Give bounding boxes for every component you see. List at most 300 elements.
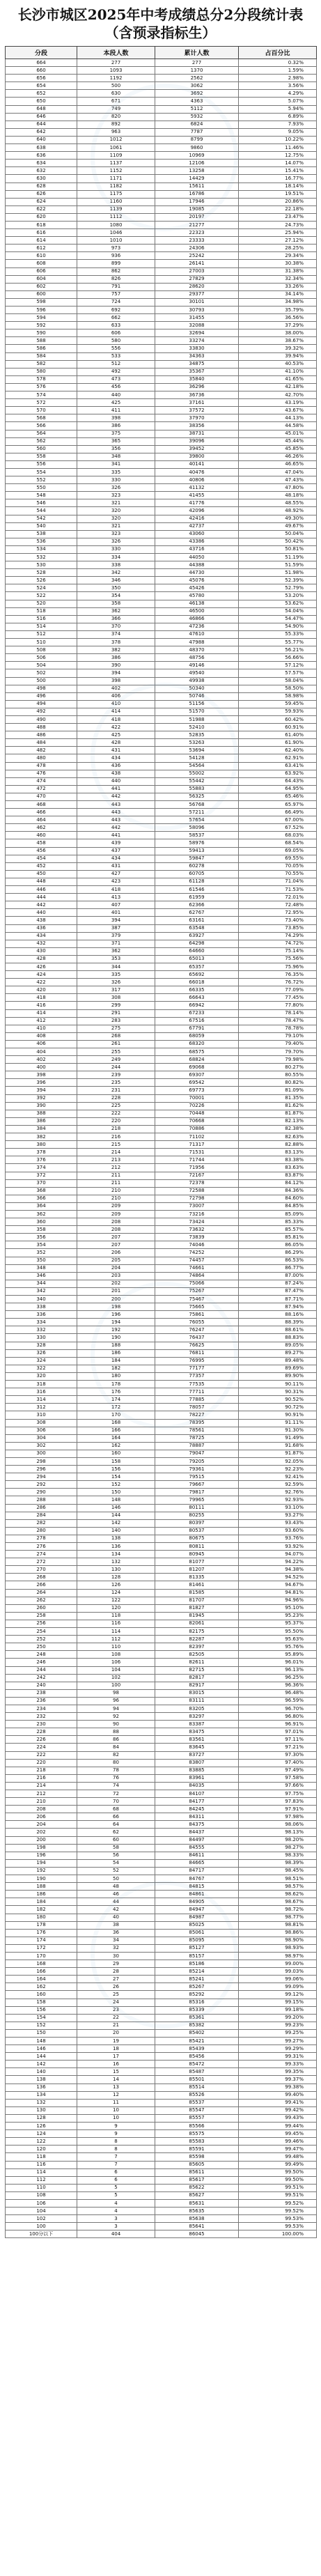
cell-percentage: 48.18% — [239, 492, 317, 499]
cell-score-band: 574 — [6, 391, 77, 399]
cell-score-band: 266 — [6, 1581, 77, 1589]
table-row — [6, 2099, 317, 2106]
cell-percentage: 98.81% — [239, 1921, 317, 1929]
cell-percentage: 93.10% — [239, 1504, 317, 1512]
table-row — [6, 1404, 317, 1411]
cell-percentage: 99.53% — [239, 2223, 317, 2230]
cell-cumulative-count: 38356 — [155, 422, 239, 430]
cell-score-band: 310 — [6, 1411, 77, 1419]
cell-cumulative-count: 60278 — [155, 862, 239, 870]
cell-score-band: 356 — [6, 1234, 77, 1241]
cell-percentage: 79.10% — [239, 1032, 317, 1040]
cell-cumulative-count: 42096 — [155, 507, 239, 515]
cell-band-count: 94 — [77, 1705, 155, 1712]
table-row — [6, 375, 317, 383]
table-row — [6, 1643, 317, 1651]
cell-band-count: 7 — [77, 2153, 155, 2161]
cell-score-band: 566 — [6, 422, 77, 430]
cell-percentage: 72.01% — [239, 894, 317, 901]
cell-percentage: 88.16% — [239, 1311, 317, 1319]
table-row — [6, 1705, 317, 1712]
cell-cumulative-count: 72167 — [155, 1172, 239, 1179]
table-row — [6, 1249, 317, 1257]
cell-score-band: 562 — [6, 437, 77, 445]
table-row — [6, 646, 317, 654]
table-row — [6, 2223, 317, 2230]
cell-percentage: 96.70% — [239, 1705, 317, 1712]
cell-band-count: 244 — [77, 1064, 155, 1071]
cell-cumulative-count: 2562 — [155, 75, 239, 82]
table-row — [6, 1388, 317, 1396]
cell-percentage: 22.18% — [239, 205, 317, 213]
cell-cumulative-count: 16786 — [155, 190, 239, 198]
cell-cumulative-count: 41132 — [155, 484, 239, 492]
cell-cumulative-count: 84497 — [155, 1836, 239, 1844]
table-row — [6, 1906, 317, 1914]
cell-band-count: 72 — [77, 1790, 155, 1798]
cell-band-count: 56 — [77, 1852, 155, 1859]
cell-percentage: 99.49% — [239, 2161, 317, 2168]
cell-cumulative-count: 29377 — [155, 290, 239, 298]
cell-score-band: 580 — [6, 368, 77, 375]
cell-cumulative-count: 81945 — [155, 1612, 239, 1620]
cell-percentage: 51.98% — [239, 569, 317, 577]
cell-score-band: 650 — [6, 98, 77, 105]
cell-band-count: 102 — [77, 1674, 155, 1682]
cell-percentage: 63.41% — [239, 762, 317, 770]
cell-percentage: 1.59% — [239, 67, 317, 75]
table-row — [6, 1944, 317, 1952]
cell-cumulative-count: 77535 — [155, 1381, 239, 1388]
cell-percentage: 62.91% — [239, 754, 317, 762]
cell-band-count: 122 — [77, 1597, 155, 1604]
cell-cumulative-count: 51570 — [155, 708, 239, 715]
cell-cumulative-count: 41455 — [155, 492, 239, 499]
cell-cumulative-count: 72798 — [155, 1195, 239, 1202]
table-row — [6, 685, 317, 692]
cell-cumulative-count: 85361 — [155, 2014, 239, 2022]
cell-cumulative-count: 68320 — [155, 1040, 239, 1048]
cell-cumulative-count: 82917 — [155, 1682, 239, 1689]
cell-percentage: 74.72% — [239, 940, 317, 947]
table-row — [6, 1349, 317, 1357]
cell-score-band: 452 — [6, 862, 77, 870]
cell-cumulative-count: 85591 — [155, 2146, 239, 2153]
cell-band-count: 330 — [77, 476, 155, 484]
cell-percentage: 46.65% — [239, 460, 317, 468]
cell-score-band: 300 — [6, 1450, 77, 1457]
table-row — [6, 1411, 317, 1419]
cell-band-count: 402 — [77, 685, 155, 692]
cell-band-count: 62 — [77, 1829, 155, 1836]
cell-cumulative-count: 40806 — [155, 476, 239, 484]
cell-cumulative-count: 38731 — [155, 430, 239, 437]
cell-percentage: 96.13% — [239, 1666, 317, 1674]
cell-score-band: 538 — [6, 530, 77, 538]
table-row — [6, 1172, 317, 1179]
cell-percentage: 57.57% — [239, 669, 317, 677]
table-row — [6, 183, 317, 190]
cell-percentage: 46.26% — [239, 453, 317, 460]
cell-percentage: 84.60% — [239, 1195, 317, 1202]
cell-cumulative-count: 84437 — [155, 1829, 239, 1836]
cell-score-band: 638 — [6, 144, 77, 152]
cell-cumulative-count: 83961 — [155, 1774, 239, 1782]
cell-band-count: 580 — [77, 337, 155, 345]
cell-score-band: 456 — [6, 847, 77, 855]
cell-cumulative-count: 72588 — [155, 1187, 239, 1195]
cell-percentage: 87.71% — [239, 1296, 317, 1303]
cell-percentage: 68.03% — [239, 832, 317, 839]
cell-cumulative-count: 70886 — [155, 1125, 239, 1133]
cell-band-count: 1061 — [77, 144, 155, 152]
cell-band-count: 68 — [77, 1806, 155, 1813]
cell-band-count: 76 — [77, 1774, 155, 1782]
cell-band-count: 422 — [77, 724, 155, 731]
cell-band-count: 29 — [77, 1960, 155, 1968]
cell-score-band: 512 — [6, 630, 77, 638]
cell-band-count: 439 — [77, 839, 155, 847]
cell-band-count: 208 — [77, 1218, 155, 1226]
table-row — [6, 1929, 317, 1937]
cell-cumulative-count: 68575 — [155, 1048, 239, 1056]
table-row — [6, 1357, 317, 1365]
cell-percentage: 94.22% — [239, 1558, 317, 1566]
cell-score-band: 160 — [6, 1991, 77, 1999]
cell-score-band: 500 — [6, 677, 77, 685]
cell-band-count: 335 — [77, 468, 155, 476]
cell-cumulative-count: 4363 — [155, 98, 239, 105]
cell-percentage: 99.37% — [239, 2076, 317, 2084]
cell-score-band: 406 — [6, 1040, 77, 1048]
cell-percentage: 82.63% — [239, 1133, 317, 1141]
cell-band-count: 80 — [77, 1759, 155, 1767]
table-row — [6, 1202, 317, 1210]
cell-cumulative-count: 20197 — [155, 213, 239, 221]
cell-score-band: 640 — [6, 136, 77, 143]
cell-score-band: 506 — [6, 654, 77, 662]
cell-percentage: 33.26% — [239, 283, 317, 290]
cell-percentage: 83.87% — [239, 1172, 317, 1179]
cell-cumulative-count: 71317 — [155, 1141, 239, 1149]
cell-band-count: 210 — [77, 1187, 155, 1195]
cell-percentage: 87.24% — [239, 1280, 317, 1287]
cell-score-band: 224 — [6, 1744, 77, 1751]
cell-band-count: 441 — [77, 785, 155, 793]
cell-band-count: 3 — [77, 2215, 155, 2223]
cell-cumulative-count: 49146 — [155, 662, 239, 669]
cell-percentage: 6.89% — [239, 113, 317, 121]
document-title — [0, 6, 321, 42]
cell-percentage: 97.01% — [239, 1728, 317, 1736]
cell-cumulative-count: 77711 — [155, 1388, 239, 1396]
cell-percentage: 99.03% — [239, 1968, 317, 1976]
table-row — [6, 337, 317, 345]
cell-percentage: 98.67% — [239, 1898, 317, 1906]
cell-score-band: 334 — [6, 1319, 77, 1326]
cell-cumulative-count: 43060 — [155, 530, 239, 538]
cell-cumulative-count: 41776 — [155, 499, 239, 507]
cell-percentage: 39.32% — [239, 345, 317, 352]
table-row — [6, 1774, 317, 1782]
cell-cumulative-count: 74457 — [155, 1257, 239, 1264]
cell-percentage: 51.19% — [239, 554, 317, 561]
cell-percentage: 41.10% — [239, 368, 317, 375]
cell-percentage: 79.70% — [239, 1048, 317, 1056]
cell-band-count: 354 — [77, 592, 155, 600]
cell-cumulative-count: 51988 — [155, 715, 239, 723]
cell-score-band: 496 — [6, 692, 77, 700]
cell-cumulative-count: 64660 — [155, 947, 239, 955]
cell-cumulative-count: 73216 — [155, 1210, 239, 1218]
table-row — [6, 75, 317, 82]
cell-score-band: 150 — [6, 2029, 77, 2037]
table-row — [6, 1921, 317, 1929]
table-row — [6, 1064, 317, 1071]
cell-percentage: 41.65% — [239, 375, 317, 383]
cell-percentage: 98.62% — [239, 1891, 317, 1898]
table-row — [6, 198, 317, 205]
cell-score-band: 470 — [6, 793, 77, 800]
cell-score-band: 328 — [6, 1342, 77, 1349]
cell-percentage: 38.67% — [239, 337, 317, 345]
cell-band-count: 411 — [77, 407, 155, 414]
cell-band-count: 126 — [77, 1581, 155, 1589]
cell-score-band: 364 — [6, 1202, 77, 1210]
cell-score-band: 472 — [6, 785, 77, 793]
cell-band-count: 4 — [77, 2208, 155, 2215]
table-row — [6, 1659, 317, 1666]
table-row — [6, 1241, 317, 1249]
cell-percentage: 80.82% — [239, 1079, 317, 1087]
cell-band-count: 182 — [77, 1365, 155, 1372]
table-row — [6, 592, 317, 600]
cell-band-count: 136 — [77, 1543, 155, 1551]
cell-band-count: 374 — [77, 630, 155, 638]
table-row — [6, 1697, 317, 1705]
table-row — [6, 747, 317, 754]
cell-band-count: 209 — [77, 1202, 155, 1210]
cell-band-count: 394 — [77, 917, 155, 924]
table-row — [6, 1891, 317, 1898]
cell-band-count: 46 — [77, 1891, 155, 1898]
table-row — [6, 275, 317, 283]
table-row — [6, 1836, 317, 1844]
cell-score-band: 200 — [6, 1836, 77, 1844]
table-row — [6, 862, 317, 870]
cell-percentage: 85.57% — [239, 1226, 317, 1234]
cell-score-band: 308 — [6, 1419, 77, 1427]
cell-band-count: 231 — [77, 1087, 155, 1094]
cell-band-count: 512 — [77, 360, 155, 368]
cell-score-band: 644 — [6, 121, 77, 128]
cell-band-count: 320 — [77, 515, 155, 522]
title-line-1: 长沙市城区2025年中考成绩总分2分段统计表 — [17, 6, 304, 23]
cell-percentage: 78.14% — [239, 1009, 317, 1017]
cell-score-band: 448 — [6, 878, 77, 885]
cell-cumulative-count: 76625 — [155, 1342, 239, 1349]
cell-percentage: 56.21% — [239, 646, 317, 654]
cell-percentage: 99.31% — [239, 2053, 317, 2061]
cell-score-band: 372 — [6, 1172, 77, 1179]
table-row — [6, 909, 317, 917]
table-row — [6, 383, 317, 391]
cell-percentage: 93.76% — [239, 1535, 317, 1542]
cell-band-count: 428 — [77, 739, 155, 747]
cell-band-count: 92 — [77, 1713, 155, 1721]
table-row — [6, 1450, 317, 1457]
cell-cumulative-count: 51156 — [155, 700, 239, 708]
cell-percentage: 81.62% — [239, 1102, 317, 1110]
cell-cumulative-count: 85617 — [155, 2176, 239, 2184]
cell-score-band: 116 — [6, 2161, 77, 2168]
cell-cumulative-count: 82505 — [155, 1651, 239, 1659]
table-row — [6, 1960, 317, 1968]
cell-percentage: 77.80% — [239, 1002, 317, 1009]
cell-cumulative-count: 22323 — [155, 229, 239, 237]
cell-cumulative-count: 81207 — [155, 1566, 239, 1574]
cell-band-count: 156 — [77, 1466, 155, 1473]
cell-percentage: 79.40% — [239, 1040, 317, 1048]
cell-band-count: 158 — [77, 1457, 155, 1465]
cell-percentage: 98.06% — [239, 1821, 317, 1829]
table-row — [6, 1025, 317, 1032]
cell-cumulative-count: 80537 — [155, 1527, 239, 1535]
table-row — [6, 2106, 317, 2114]
table-row — [6, 700, 317, 708]
cell-cumulative-count: 73007 — [155, 1202, 239, 1210]
table-row — [6, 1844, 317, 1852]
cell-band-count: 398 — [77, 414, 155, 422]
cell-cumulative-count: 71102 — [155, 1133, 239, 1141]
table-row — [6, 639, 317, 646]
table-row — [6, 654, 317, 662]
table-row — [6, 1983, 317, 1991]
table-row — [6, 901, 317, 909]
cell-band-count: 440 — [77, 391, 155, 399]
cell-band-count: 44 — [77, 1898, 155, 1906]
cell-band-count: 130 — [77, 1566, 155, 1574]
cell-percentage: 91.30% — [239, 1427, 317, 1434]
cell-percentage: 97.21% — [239, 1744, 317, 1751]
cell-cumulative-count: 78395 — [155, 1419, 239, 1427]
cell-cumulative-count: 85583 — [155, 2138, 239, 2146]
cell-band-count: 308 — [77, 994, 155, 1002]
cell-band-count: 215 — [77, 1141, 155, 1149]
cell-score-band: 656 — [6, 75, 77, 82]
table-row — [6, 669, 317, 677]
cell-band-count: 326 — [77, 484, 155, 492]
cell-band-count: 104 — [77, 1666, 155, 1674]
score-distribution-table — [5, 46, 317, 2238]
table-row — [6, 1226, 317, 1234]
cell-percentage: 69.05% — [239, 847, 317, 855]
cell-percentage: 88.83% — [239, 1334, 317, 1342]
cell-band-count: 24 — [77, 1999, 155, 2006]
cell-score-band: 382 — [6, 1133, 77, 1141]
cell-cumulative-count: 52835 — [155, 731, 239, 739]
cell-band-count: 410 — [77, 700, 155, 708]
cell-cumulative-count: 58976 — [155, 839, 239, 847]
cell-percentage: 96.59% — [239, 1697, 317, 1705]
table-row — [6, 175, 317, 183]
cell-cumulative-count: 79965 — [155, 1496, 239, 1504]
table-row — [6, 2038, 317, 2045]
cell-percentage: 94.81% — [239, 1589, 317, 1597]
table-row — [6, 1334, 317, 1342]
cell-percentage: 93.27% — [239, 1512, 317, 1519]
table-row — [6, 715, 317, 723]
cell-percentage: 47.43% — [239, 476, 317, 484]
cell-percentage: 98.72% — [239, 1906, 317, 1914]
cell-band-count: 323 — [77, 530, 155, 538]
cell-band-count: 427 — [77, 870, 155, 878]
cell-percentage: 90.11% — [239, 1381, 317, 1388]
cell-percentage: 90.31% — [239, 1388, 317, 1396]
table-row — [6, 1342, 317, 1349]
table-row — [6, 368, 317, 375]
table-row — [6, 947, 317, 955]
cell-cumulative-count: 8799 — [155, 136, 239, 143]
table-row — [6, 98, 317, 105]
cell-cumulative-count: 55002 — [155, 770, 239, 777]
cell-band-count: 358 — [77, 600, 155, 607]
table-row — [6, 886, 317, 894]
cell-score-band: 602 — [6, 283, 77, 290]
cell-score-band: 564 — [6, 430, 77, 437]
cell-score-band: 288 — [6, 1496, 77, 1504]
table-row — [6, 2184, 317, 2191]
cell-band-count: 200 — [77, 1296, 155, 1303]
cell-score-band: 280 — [6, 1527, 77, 1535]
cell-percentage: 99.52% — [239, 2208, 317, 2215]
cell-band-count: 418 — [77, 715, 155, 723]
cell-cumulative-count: 15611 — [155, 183, 239, 190]
cell-percentage: 48.92% — [239, 507, 317, 515]
cell-score-band: 206 — [6, 1813, 77, 1821]
table-row — [6, 1736, 317, 1744]
table-row — [6, 1071, 317, 1079]
cell-score-band: 418 — [6, 994, 77, 1002]
cell-score-band: 560 — [6, 445, 77, 453]
cell-percentage: 99.43% — [239, 2114, 317, 2122]
cell-score-band: 484 — [6, 739, 77, 747]
cell-score-band: 222 — [6, 1751, 77, 1759]
cell-score-band: 226 — [6, 1736, 77, 1744]
cell-percentage: 78.47% — [239, 1017, 317, 1025]
cell-band-count: 1046 — [77, 229, 155, 237]
table-header-row — [6, 47, 317, 59]
cell-percentage: 89.48% — [239, 1357, 317, 1365]
cell-percentage: 86.53% — [239, 1257, 317, 1264]
cell-score-band: 616 — [6, 229, 77, 237]
cell-cumulative-count: 84035 — [155, 1782, 239, 1790]
cell-score-band: 320 — [6, 1372, 77, 1380]
cell-percentage: 91.49% — [239, 1434, 317, 1442]
cell-percentage: 99.50% — [239, 2176, 317, 2184]
table-row — [6, 2053, 317, 2061]
cell-score-band: 582 — [6, 360, 77, 368]
cell-score-band: 514 — [6, 623, 77, 630]
cell-band-count: 120 — [77, 1604, 155, 1612]
cell-band-count: 140 — [77, 1527, 155, 1535]
cell-score-band: 546 — [6, 499, 77, 507]
cell-percentage: 71.04% — [239, 878, 317, 885]
cell-score-band: 618 — [6, 221, 77, 228]
table-row — [6, 1519, 317, 1527]
cell-percentage: 93.60% — [239, 1527, 317, 1535]
cell-percentage: 83.38% — [239, 1156, 317, 1164]
